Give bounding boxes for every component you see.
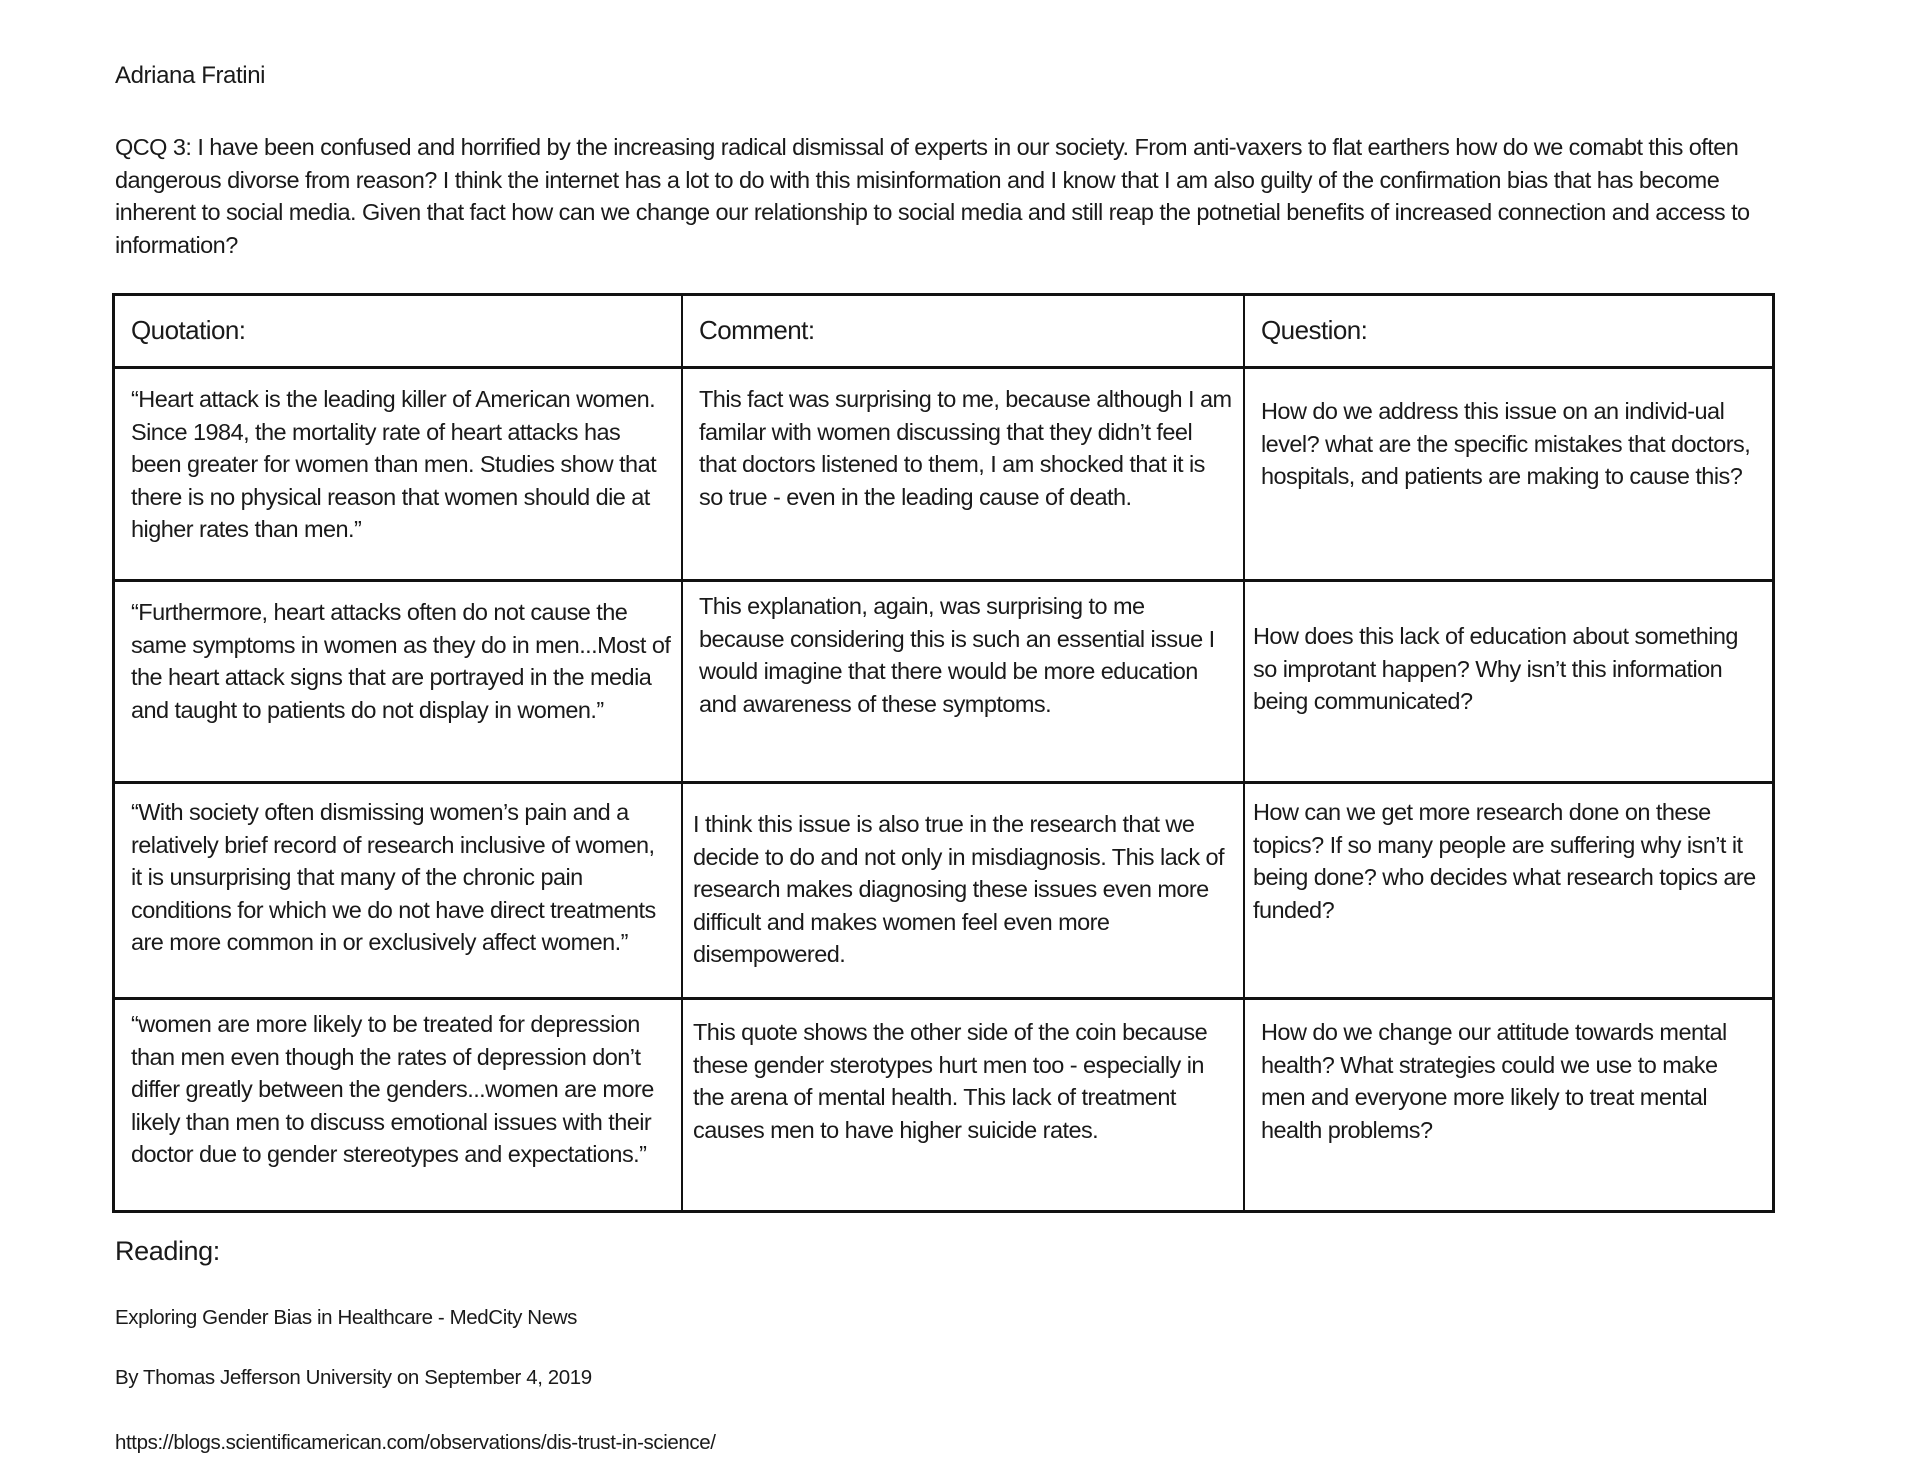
header-comment: Comment:: [683, 296, 1245, 366]
question-cell: How do we address this issue on an individ-ual level? what are the specific mistakes that doctors, hospitals, and patients are making to cause this?: [1261, 398, 1751, 489]
reading-label: Reading:: [115, 1236, 220, 1266]
reading-title: Exploring Gender Bias in Healthcare - MedCity News: [115, 1306, 577, 1329]
comment-cell: This quote shows the other side of the coin because these gender sterotypes hurt men too - especially in the arena of mental health. This lack of treatment causes men to have higher suicide rates.: [683, 1000, 1245, 1210]
table-row: [115, 784, 1772, 1000]
header-question: Question:: [1261, 315, 1368, 345]
qcq-table: [112, 293, 1775, 1213]
question-cell: How does this lack of education about something so improtant happen? Why isn’t this information being communicated?: [1253, 623, 1738, 714]
reading-byline: By Thomas Jefferson University on September 4, 2019: [115, 1366, 592, 1389]
question-cell: How can we get more research done on these topics? If so many people are suffering why isn’t it being done? who decides what research topics are funded?: [1253, 799, 1756, 923]
table-row: [115, 582, 1772, 784]
quotation-cell: “Furthermore, heart attacks often do not cause the same symptoms in women as they do in men...Most of the heart attack signs that are portrayed in the media and taught to patients do not display in women.”: [115, 582, 683, 781]
table-row: [115, 369, 1772, 582]
table-row: [115, 1000, 1772, 1210]
reading-url[interactable]: https://blogs.scientificamerican.com/observations/dis-trust-in-science/: [115, 1431, 716, 1454]
quotation-cell: “Heart attack is the leading killer of American women. Since 1984, the mortality rate of heart attacks has been greater for women than men. Studies show that there is no physical reason that women should die at higher rates than men.”: [115, 369, 683, 579]
comment-cell: This fact was surprising to me, because although I am familar with women discussing that they didn’t feel that doctors listened to them, I am shocked that it is so true - even in the leading cause of death.: [683, 369, 1245, 579]
quotation-cell: “With society often dismissing women’s pain and a relatively brief record of research inclusive of women, it is unsurprising that many of the chronic pain conditions for which we do not have direct treatments are more common in or exclusively affect women.”: [115, 784, 683, 997]
table-header-row: [115, 296, 1772, 369]
comment-cell: I think this issue is also true in the research that we decide to do and not only in misdiagnosis. This lack of research makes diagnosing these issues even more difficult and makes women feel even more disempowered.: [683, 784, 1245, 997]
comment-cell: This explanation, again, was surprising to me because considering this is such an essential issue I would imagine that there would be more education and awareness of these symptoms.: [683, 582, 1245, 781]
qcq-prompt: QCQ 3: I have been confused and horrified by the increasing radical dismissal of experts in our society. From anti-vaxers to flat earthers how do we comabt this often dangerous divorse from reason? I think the internet has a lot to do with this misinformation and I know that I am also guilty of the confirmation bias that has become inherent to social media. Given that fact how can we change our relationship to social media and still reap the potnetial benefits of increased connection and access to information?: [115, 134, 1750, 258]
author-name: Adriana Fratini: [115, 62, 266, 89]
header-quotation: Quotation:: [115, 296, 683, 366]
question-cell: How do we change our attitude towards mental health? What strategies could we use to make men and everyone more likely to treat mental health problems?: [1261, 1019, 1727, 1143]
quotation-cell: “women are more likely to be treated for depression than men even though the rates of depression don’t differ greatly between the genders...women are more likely than men to discuss emotional issues with their doctor due to gender stereotypes and expectations.”: [115, 1000, 683, 1210]
